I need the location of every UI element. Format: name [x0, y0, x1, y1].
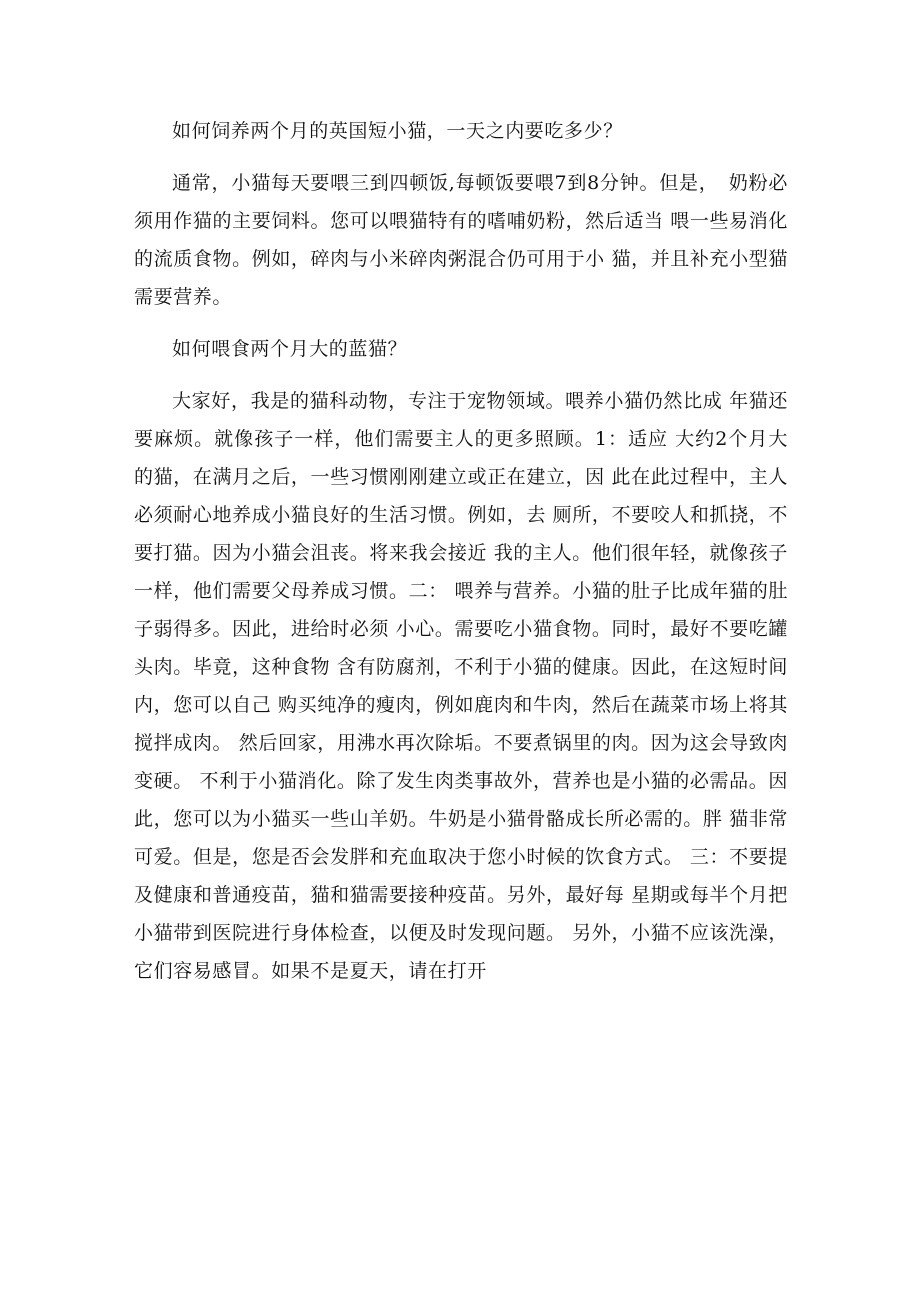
question-heading-british-shorthair: 如何饲养两个月的英国短小猫，一天之内要吃多少？	[172, 120, 623, 142]
answer-paragraph-blue-cat: 大家好，我是的猫科动物，专注于宠物领域。喂养小猫仍然比成 年猫还要麻烦。就像孩子一样，他们需要主人的更多照顾。1：适应 大约2个月大的猫，在满月之后，一些习惯刚刚建立或正在建立，因 此在此过程中，主人必须耐心地养成小猫良好的生活习惯。例如，去 厕所，不要咬人和抓挠，不要打猫。因为小猫会沮丧。将来我会接近 我的主人。他们很年轻，就像孩子一样，他们需要父母养成习惯。二： 喂养与营养。小猫的肚子比成年猫的肚子弱得多。因此，进给时必须 小心。需要吃小猫食物。同时，最好不要吃罐头肉。毕竟，这种食物 含有防腐剂，不利于小猫的健康。因此，在这短时间内，您可以自己 购买纯净的瘦肉，例如鹿肉和牛肉，然后在蔬菜市场上将其搅拌成肉。 然后回家，用沸水再次除垢。不要煮锅里的肉。因为这会导致肉变硬。 不利于小猫消化。除了发生肉类事故外，营养也是小猫的必需品。因 此，您可以为小猫买一些山羊奶。牛奶是小猫骨骼成长所必需的。胖 猫非常可爱。但是，您是否会发胖和充血取决于您小时候的饮食方式。 三：不要提及健康和普通疫苗，猫和猫需要接种疫苗。另外，最好每 星期或每半个月把小猫带到医院进行身体检查，以便及时发现问题。 另外，小猫不应该洗澡，它们容易感冒。如果不是夏天，请在打开	[134, 390, 788, 982]
question-heading-blue-cat: 如何喂食两个月大的蓝猫？	[172, 338, 408, 360]
answer-paragraph-british-shorthair: 通常，小猫每天要喂三到四顿饭,每顿饭要喂7到8分钟。但是， 奶粉必须用作猫的主要饲料。您可以喂猫特有的嗜哺奶粉，然后适当 喂一些易消化的流质食物。例如，碎肉与小米碎肉粥混合仍可用于小 猫，并且补充小型猫需要营养。	[134, 172, 788, 308]
